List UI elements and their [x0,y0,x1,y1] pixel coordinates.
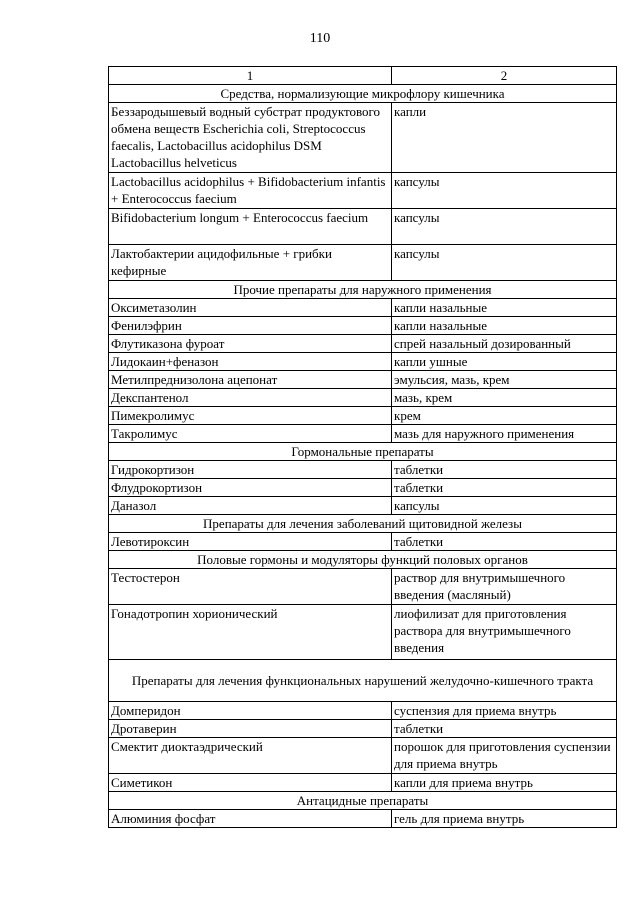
dosage-form-cell: суспензия для приема внутрь [392,702,617,720]
dosage-form-cell: капли ушные [392,353,617,371]
drug-name-cell: Фенилэфрин [109,317,392,335]
section-title: Средства, нормализующие микрофлору кишечника [109,85,617,103]
dosage-form-cell: мазь, крем [392,389,617,407]
table-row [109,569,617,605]
section-title: Гормональные препараты [109,443,617,461]
table-row [109,810,617,828]
drug-name-cell: Симетикон [109,774,392,792]
drug-name-cell: Bifidobacterium longum + Enterococcus faecium [109,209,392,245]
dosage-form-cell: таблетки [392,479,617,497]
dosage-form-cell: спрей назальный дозированный [392,335,617,353]
section-header-row [109,85,617,103]
section-header-row [109,660,617,702]
drug-name-cell: Lactobacillus acidophilus + Bifidobacterium infantis + Enterococcus faecium [109,173,392,209]
page-number: 110 [309,31,331,46]
section-header-row [109,443,617,461]
drug-name-cell: Даназол [109,497,392,515]
drug-name-cell: Смектит диоктаэдрический [109,738,392,774]
table-row [109,209,617,245]
dosage-form-cell: гель для приема внутрь [392,810,617,828]
table-row [109,103,617,173]
drug-name-cell: Такролимус [109,425,392,443]
table-row [109,173,617,209]
dosage-form-cell: капли [392,103,617,173]
dosage-form-cell: таблетки [392,461,617,479]
section-header-row [109,551,617,569]
dosage-form-cell: эмульсия, мазь, крем [392,371,617,389]
drug-name-cell: Гонадотропин хорионический [109,605,392,660]
table-row [109,245,617,281]
drug-name-cell: Флутиказона фуроат [109,335,392,353]
section-title: Препараты для лечения заболеваний щитовидной железы [109,515,617,533]
section-title: Антацидные препараты [109,792,617,810]
drug-name-cell: Метилпреднизолона ацепонат [109,371,392,389]
dosage-form-cell: капсулы [392,245,617,281]
drug-name-cell: Гидрокортизон [109,461,392,479]
dosage-form-cell: капсулы [392,173,617,209]
drug-name-cell: Флудрокортизон [109,479,392,497]
drug-name-cell: Алюминия фосфат [109,810,392,828]
drug-name-cell: Тестостерон [109,569,392,605]
drug-name-cell: Лидокаин+феназон [109,353,392,371]
section-title: Прочие препараты для наружного применения [109,281,617,299]
table-row [109,533,617,551]
dosage-form-cell: таблетки [392,533,617,551]
table-row [109,479,617,497]
table-row [109,720,617,738]
section-header-row [109,281,617,299]
drug-name-cell: Декспантенол [109,389,392,407]
dosage-form-cell: капсулы [392,209,617,245]
table-row [109,407,617,425]
section-header-row [109,792,617,810]
dosage-form-cell: капсулы [392,497,617,515]
table-row [109,425,617,443]
dosage-form-cell: капли для приема внутрь [392,774,617,792]
drug-name-cell: Беззародышевый водный субстрат продуктового обмена веществ Escherichia coli, Streptococcus faecalis, Lactobacillus acidophilus DSM Lactobacillus helveticus [109,103,392,173]
drug-name-cell: Пимекролимус [109,407,392,425]
dosage-form-cell: таблетки [392,720,617,738]
section-title: Половые гормоны и модуляторы функций половых органов [109,551,617,569]
drug-name-cell: Лактобактерии ацидофильные + грибки кефирные [109,245,392,281]
dosage-form-cell: крем [392,407,617,425]
table-row [109,335,617,353]
drug-name-cell: Левотироксин [109,533,392,551]
table-row [109,605,617,660]
table-row [109,774,617,792]
table-row [109,738,617,774]
dosage-form-cell: мазь для наружного применения [392,425,617,443]
table-header-row [109,67,617,85]
table-row [109,702,617,720]
drug-name-cell: Оксиметазолин [109,299,392,317]
dosage-form-cell: раствор для внутримышечного введения (масляный) [392,569,617,605]
drug-table [108,66,617,828]
column-header: 2 [392,67,617,85]
table-row [109,371,617,389]
table-row [109,299,617,317]
table-row [109,461,617,479]
section-header-row [109,515,617,533]
table-row [109,317,617,335]
section-title: Препараты для лечения функциональных нарушений желудочно-кишечного тракта [109,660,617,702]
dosage-form-cell: лиофилизат для приготовления раствора для внутримышечного введения [392,605,617,660]
table-row [109,497,617,515]
dosage-form-cell: порошок для приготовления суспензии для приема внутрь [392,738,617,774]
drug-name-cell: Дротаверин [109,720,392,738]
table-row [109,389,617,407]
table-row [109,353,617,371]
column-header: 1 [109,67,392,85]
drug-name-cell: Домперидон [109,702,392,720]
dosage-form-cell: капли назальные [392,317,617,335]
dosage-form-cell: капли назальные [392,299,617,317]
